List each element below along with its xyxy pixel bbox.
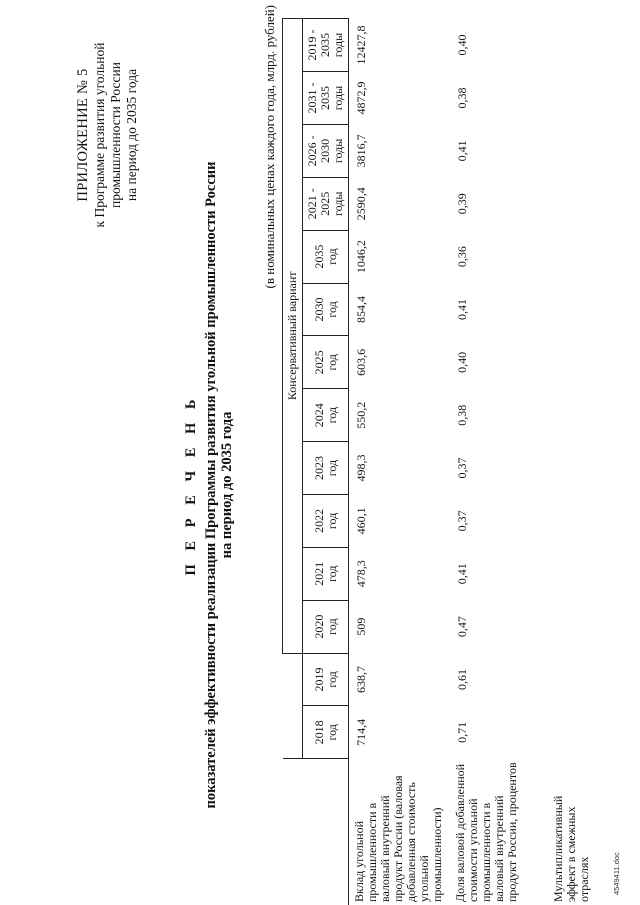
cell-value: 0,41 (455, 563, 469, 585)
cell-value: 478,3 (354, 560, 368, 588)
column-header-line: 2019 - (305, 29, 319, 61)
title-subtitle: показателей эффективности реализации Программы развития угольной промышленности России (203, 161, 219, 809)
cell-value (548, 283, 598, 336)
cell-value: 854,4 (354, 295, 368, 323)
column-header-line: год (324, 565, 339, 582)
column-header (303, 600, 349, 653)
cell-value (548, 124, 598, 177)
cell-value: 0,47 (455, 616, 469, 638)
column-header (303, 336, 349, 389)
row-label: Доля валовой добавленной стоимости угольной промышленности в валовый внутренний продукт России, процентов (453, 762, 519, 902)
appendix-line-1: к Программе развития угольной (92, 42, 107, 228)
title-heading: П Е Р Е Ч Е Н Ь (183, 394, 199, 576)
cell-value (548, 230, 598, 283)
column-header-line: год (324, 724, 339, 741)
column-header (303, 389, 349, 442)
cell-value: 0,38 (455, 87, 469, 109)
units-note: (в номинальных ценах каждого года, млрд. рублей) (262, 5, 277, 289)
appendix-heading: ПРИЛОЖЕНИЕ № 5 (75, 68, 91, 202)
column-header (303, 653, 349, 706)
column-header (303, 706, 349, 759)
cell-value: 498,3 (354, 454, 368, 482)
column-header-line: 2025 (311, 350, 326, 375)
indicators-table (282, 18, 598, 905)
column-header-line: 2035 (318, 33, 332, 58)
column-header-line: год (324, 671, 339, 688)
cell-value: 0,41 (455, 298, 469, 320)
cell-value: 0,38 (455, 404, 469, 426)
cell-value: 714,4 (354, 718, 368, 746)
table-row (450, 19, 548, 905)
cell-value (548, 494, 598, 547)
column-header-line: 2030 (311, 297, 326, 322)
row-label: Вклад угольной промышленности в валовый внутренний продукт России (валовая добавленная стоимость угольной промышленности) (352, 775, 444, 902)
title-period: на период до 2035 года (219, 411, 235, 559)
column-header-line: годы (331, 85, 345, 111)
column-header-line: год (324, 459, 339, 477)
cell-value: 0,37 (455, 457, 469, 479)
column-header-line: год (324, 406, 339, 424)
cell-value: 2590,4 (354, 187, 368, 221)
column-header-line: 2019 (311, 667, 326, 692)
column-header-line: годы (331, 32, 345, 58)
column-header (303, 230, 349, 283)
cell-value (548, 442, 598, 495)
column-header (303, 72, 349, 125)
column-header (303, 19, 349, 72)
column-header-line: 2035 (318, 86, 332, 111)
cell-value: 638,7 (354, 665, 368, 693)
cell-value: 12427,8 (354, 25, 368, 65)
cell-value (548, 177, 598, 230)
cell-value: 0,36 (455, 246, 469, 268)
column-header (303, 442, 349, 495)
table-row (349, 19, 451, 905)
table-body (349, 19, 599, 905)
column-header-line: год (324, 618, 339, 635)
column-header (303, 177, 349, 230)
column-header (303, 547, 349, 600)
column-header-line: 2031 - (305, 82, 319, 114)
column-header-line: 2021 - (305, 188, 319, 220)
appendix-block (75, 15, 140, 255)
cell-value: 4872,9 (354, 81, 368, 115)
column-header (303, 494, 349, 547)
column-header-line: год (324, 354, 339, 371)
cell-value: 603,6 (354, 348, 368, 376)
column-header-line: год (324, 512, 339, 530)
appendix-line-3: на период до 2035 года (124, 68, 139, 202)
column-header (303, 283, 349, 336)
column-header-line: 2020 (311, 614, 326, 639)
cell-value: 0,61 (455, 668, 469, 690)
column-header-line: 2035 (311, 244, 326, 269)
document-title (183, 125, 235, 845)
cell-value (548, 653, 598, 706)
cell-value: 3816,7 (354, 134, 368, 168)
cell-value (548, 706, 598, 759)
cell-value: 1046,2 (354, 240, 368, 274)
cell-value (548, 19, 598, 72)
column-header-line: годы (331, 138, 345, 164)
cell-value: 0,40 (455, 34, 469, 56)
cell-value (548, 72, 598, 125)
cell-value: 0,41 (455, 140, 469, 162)
cell-value: 509 (354, 617, 368, 636)
column-header-line: 2021 (311, 561, 326, 586)
cell-value: 0,71 (455, 721, 469, 743)
header-row-variant (283, 19, 303, 905)
column-header (303, 124, 349, 177)
cell-value (548, 600, 598, 653)
column-header-line: 2023 (311, 456, 326, 481)
cell-value: 460,1 (354, 507, 368, 535)
cell-value: 0,37 (455, 510, 469, 532)
column-header-line: 2018 (311, 720, 326, 745)
column-header-line: год (324, 301, 339, 318)
header-blank (283, 653, 303, 759)
header-corner (283, 759, 349, 905)
column-header-line: 2030 (318, 138, 332, 163)
column-header-line: 2022 (311, 508, 326, 533)
column-header-line: 2024 (311, 403, 326, 428)
table-row (548, 19, 598, 905)
cell-value (548, 336, 598, 389)
cell-value: 0,39 (455, 193, 469, 215)
column-header-line: годы (331, 191, 345, 216)
appendix-line-2: промышленности России (108, 62, 123, 208)
cell-value (548, 547, 598, 600)
variant-header: Консервативный вариант (283, 19, 303, 654)
column-header-line: 2025 (318, 191, 332, 216)
column-header-line: год (324, 248, 339, 265)
cell-value: 0,40 (455, 351, 469, 373)
row-label: Мультипликативный эффект в смежных отраслях (551, 795, 591, 902)
cell-value: 550,2 (354, 401, 368, 429)
file-name: 4549411.doc (612, 852, 621, 895)
cell-value (548, 389, 598, 442)
column-header-line: 2026 - (305, 135, 319, 167)
